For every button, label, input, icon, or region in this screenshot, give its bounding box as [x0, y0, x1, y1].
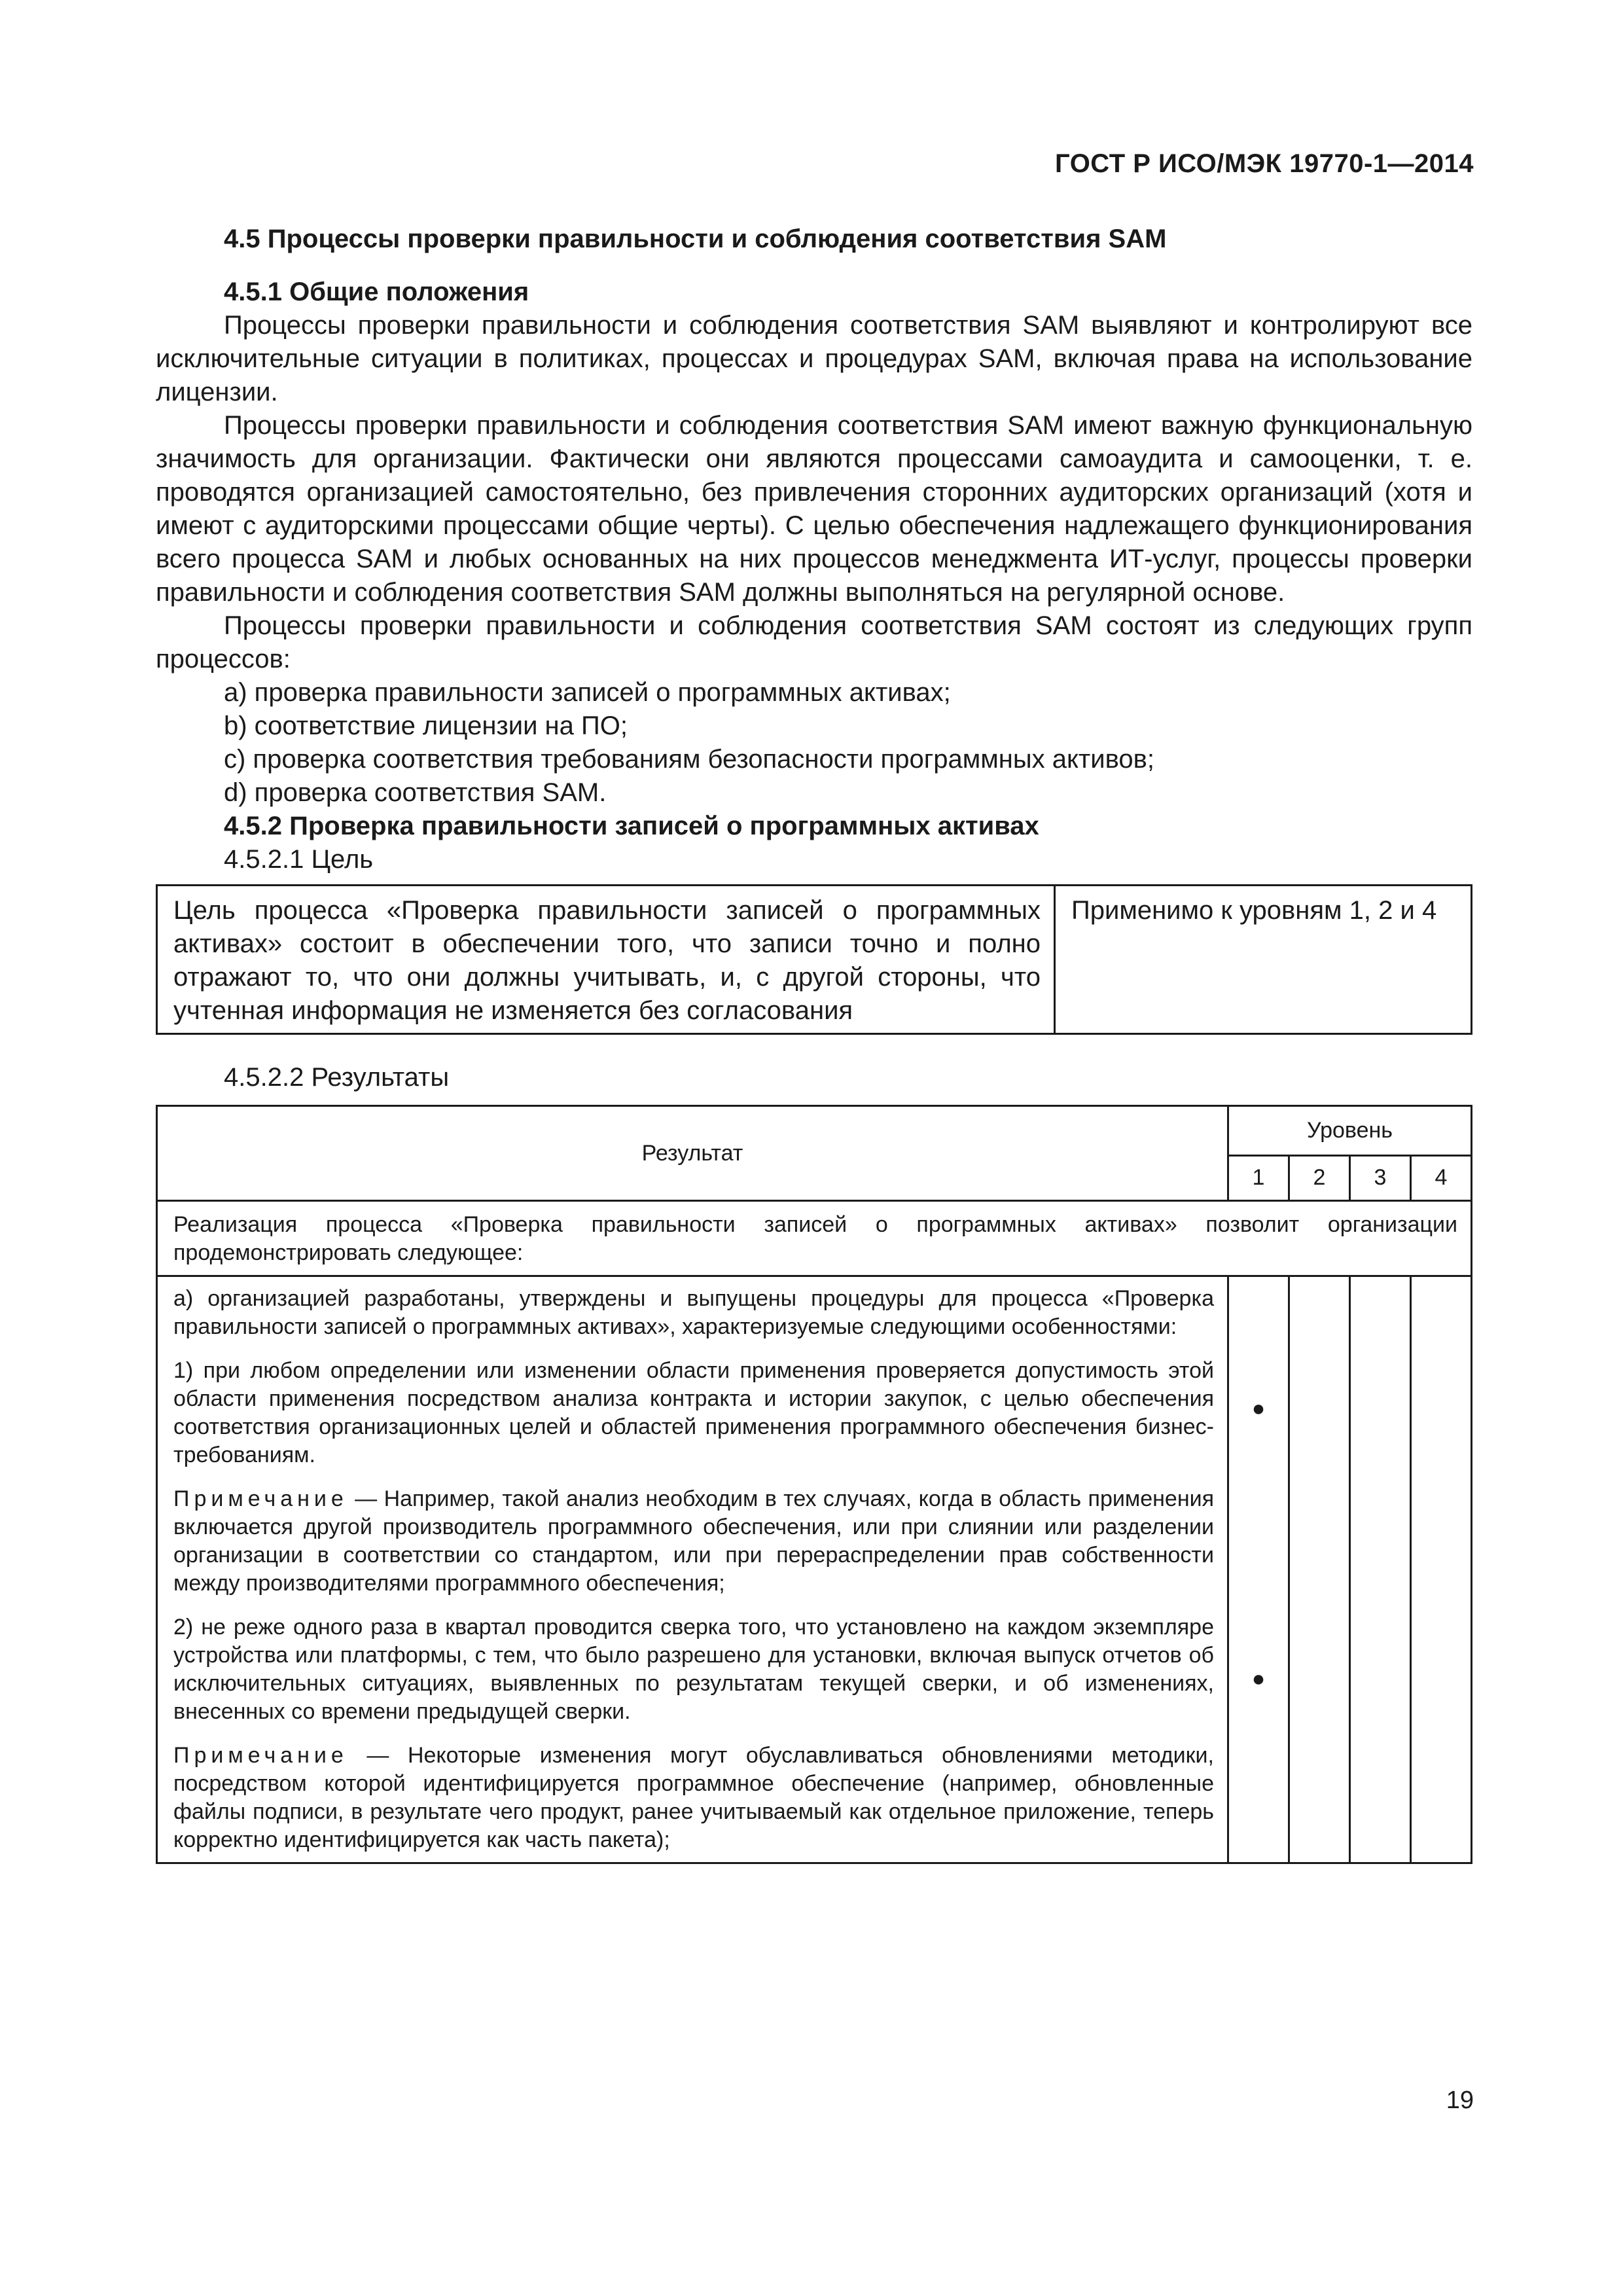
- list-item-a: a) проверка правильности записей о программных активах;: [224, 678, 951, 707]
- subsection-results-label: 4.5.2.2 Результаты: [224, 1063, 450, 1092]
- level-1-cell: [1228, 1276, 1289, 1863]
- note-text: — Некоторые изменения могут обуславливаться обновлениями методики, посредством которой идентифицируется программное обеспечение (например, обновленные файлы подписи, в результате чего продукт, ранее учитываемый как отдельное приложение, теперь корректно идентифицируется как часть пакета);: [173, 1743, 1214, 1852]
- level-3-cell: [1350, 1276, 1411, 1863]
- subsection-goal-label: 4.5.2.1 Цель: [224, 845, 374, 874]
- note-label: Примечание: [173, 1743, 348, 1768]
- column-header-result: Результат: [157, 1106, 1228, 1201]
- list-item-c: c) проверка соответствия требованиям безопасности программных активов;: [224, 745, 1154, 774]
- results-body-cell: [157, 1276, 1228, 1863]
- subsection-title-general: 4.5.1 Общие положения: [224, 278, 529, 306]
- level-2-cell: [1289, 1276, 1350, 1863]
- result-item-1: 1) при любом определении или изменении области применения проверяется допустимость этой области применения посредством анализа контракта и истории закупок, с целью обеспечения соответствия организационных целей и областей применения программного обеспечения бизнес-требованиям.: [173, 1358, 1214, 1467]
- subsection-title-records: 4.5.2 Проверка правильности записей о программных активах: [224, 812, 1039, 840]
- standard-code: ГОСТ Р ИСО/МЭК 19770-1—2014: [1055, 149, 1474, 178]
- level-1-mark-item-1: ●: [1251, 1396, 1266, 1421]
- results-table: [156, 1105, 1472, 1864]
- result-note-1: [173, 1485, 1214, 1598]
- result-note-2: [173, 1742, 1214, 1854]
- level-header-2: 2: [1289, 1155, 1350, 1200]
- results-intro-cell: Реализация процесса «Проверка правильности записей о программных активах» позволит организации продемонстрировать следующее:: [157, 1201, 1472, 1276]
- page-number: 19: [1446, 2087, 1474, 2114]
- result-item-2: 2) не реже одного раза в квартал проводится сверка того, что установлено на каждом экземпляре устройства или платформы, с тем, что было разрешено для установки, включая выпуск отчетов об исключительных ситуациях, выявленных по результатам текущей сверки, и об изменениях, внесенных со времени предыдущей сверки.: [173, 1615, 1214, 1724]
- level-4-cell: [1411, 1276, 1472, 1863]
- page-content: [156, 223, 1472, 1864]
- list-item-b: b) соответствие лицензии на ПО;: [224, 711, 628, 740]
- level-header-4: 4: [1411, 1155, 1472, 1200]
- paragraph-1: Процессы проверки правильности и соблюдения соответствия SAM выявляют и контролируют все исключительные ситуации в политиках, процессах и процедурах SAM, включая права на использование лицензии.: [156, 311, 1472, 406]
- level-header-3: 3: [1350, 1155, 1411, 1200]
- column-header-level: Уровень: [1228, 1106, 1472, 1156]
- paragraph-3: Процессы проверки правильности и соблюдения соответствия SAM состоят из следующих групп процессов:: [156, 611, 1472, 673]
- note-label: Примечание: [173, 1486, 348, 1511]
- note-text: — Например, такой анализ необходим в тех случаях, когда в область применения включается другой производитель программного обеспечения, или при слиянии или разделении организации в соответствии со стандартом, или при перераспределении прав собственности между производителями программного обеспечения;: [173, 1486, 1214, 1596]
- goal-table: [156, 884, 1472, 1035]
- paragraph-2: Процессы проверки правильности и соблюдения соответствия SAM имеют важную функциональную значимость для организации. Фактически они являются процессами самоаудита и самооценки, т. е. проводятся организацией самостоятельно, без привлечения сторонних аудиторских организаций (хотя и имеют с аудиторскими процессами общие черты). С целью обеспечения надлежащего функционирования всего процесса SAM и любых основанных на них процессов менеджмента ИТ-услуг, процессы проверки правильности и соблюдения соответствия SAM должны выполняться на регулярной основе.: [156, 411, 1472, 607]
- goal-levels-cell: Применимо к уровням 1, 2 и 4: [1055, 886, 1472, 1034]
- list-item-d: d) проверка соответствия SAM.: [224, 778, 607, 807]
- goal-text-cell: Цель процесса «Проверка правильности записей о программных активах» состоит в обеспечении того, что записи точно и полно отражают то, что они должны учитывать, и, с другой стороны, что учтенная информация не изменяется без согласования: [157, 886, 1055, 1034]
- level-1-mark-item-2: ●: [1251, 1666, 1266, 1691]
- level-header-1: 1: [1228, 1155, 1289, 1200]
- result-item-a: а) организацией разработаны, утверждены и выпущены процедуры для процесса «Проверка правильности записей о программных активах», характеризуемые следующими особенностями:: [173, 1286, 1214, 1339]
- section-title: 4.5 Процессы проверки правильности и соблюдения соответствия SAM: [224, 224, 1167, 253]
